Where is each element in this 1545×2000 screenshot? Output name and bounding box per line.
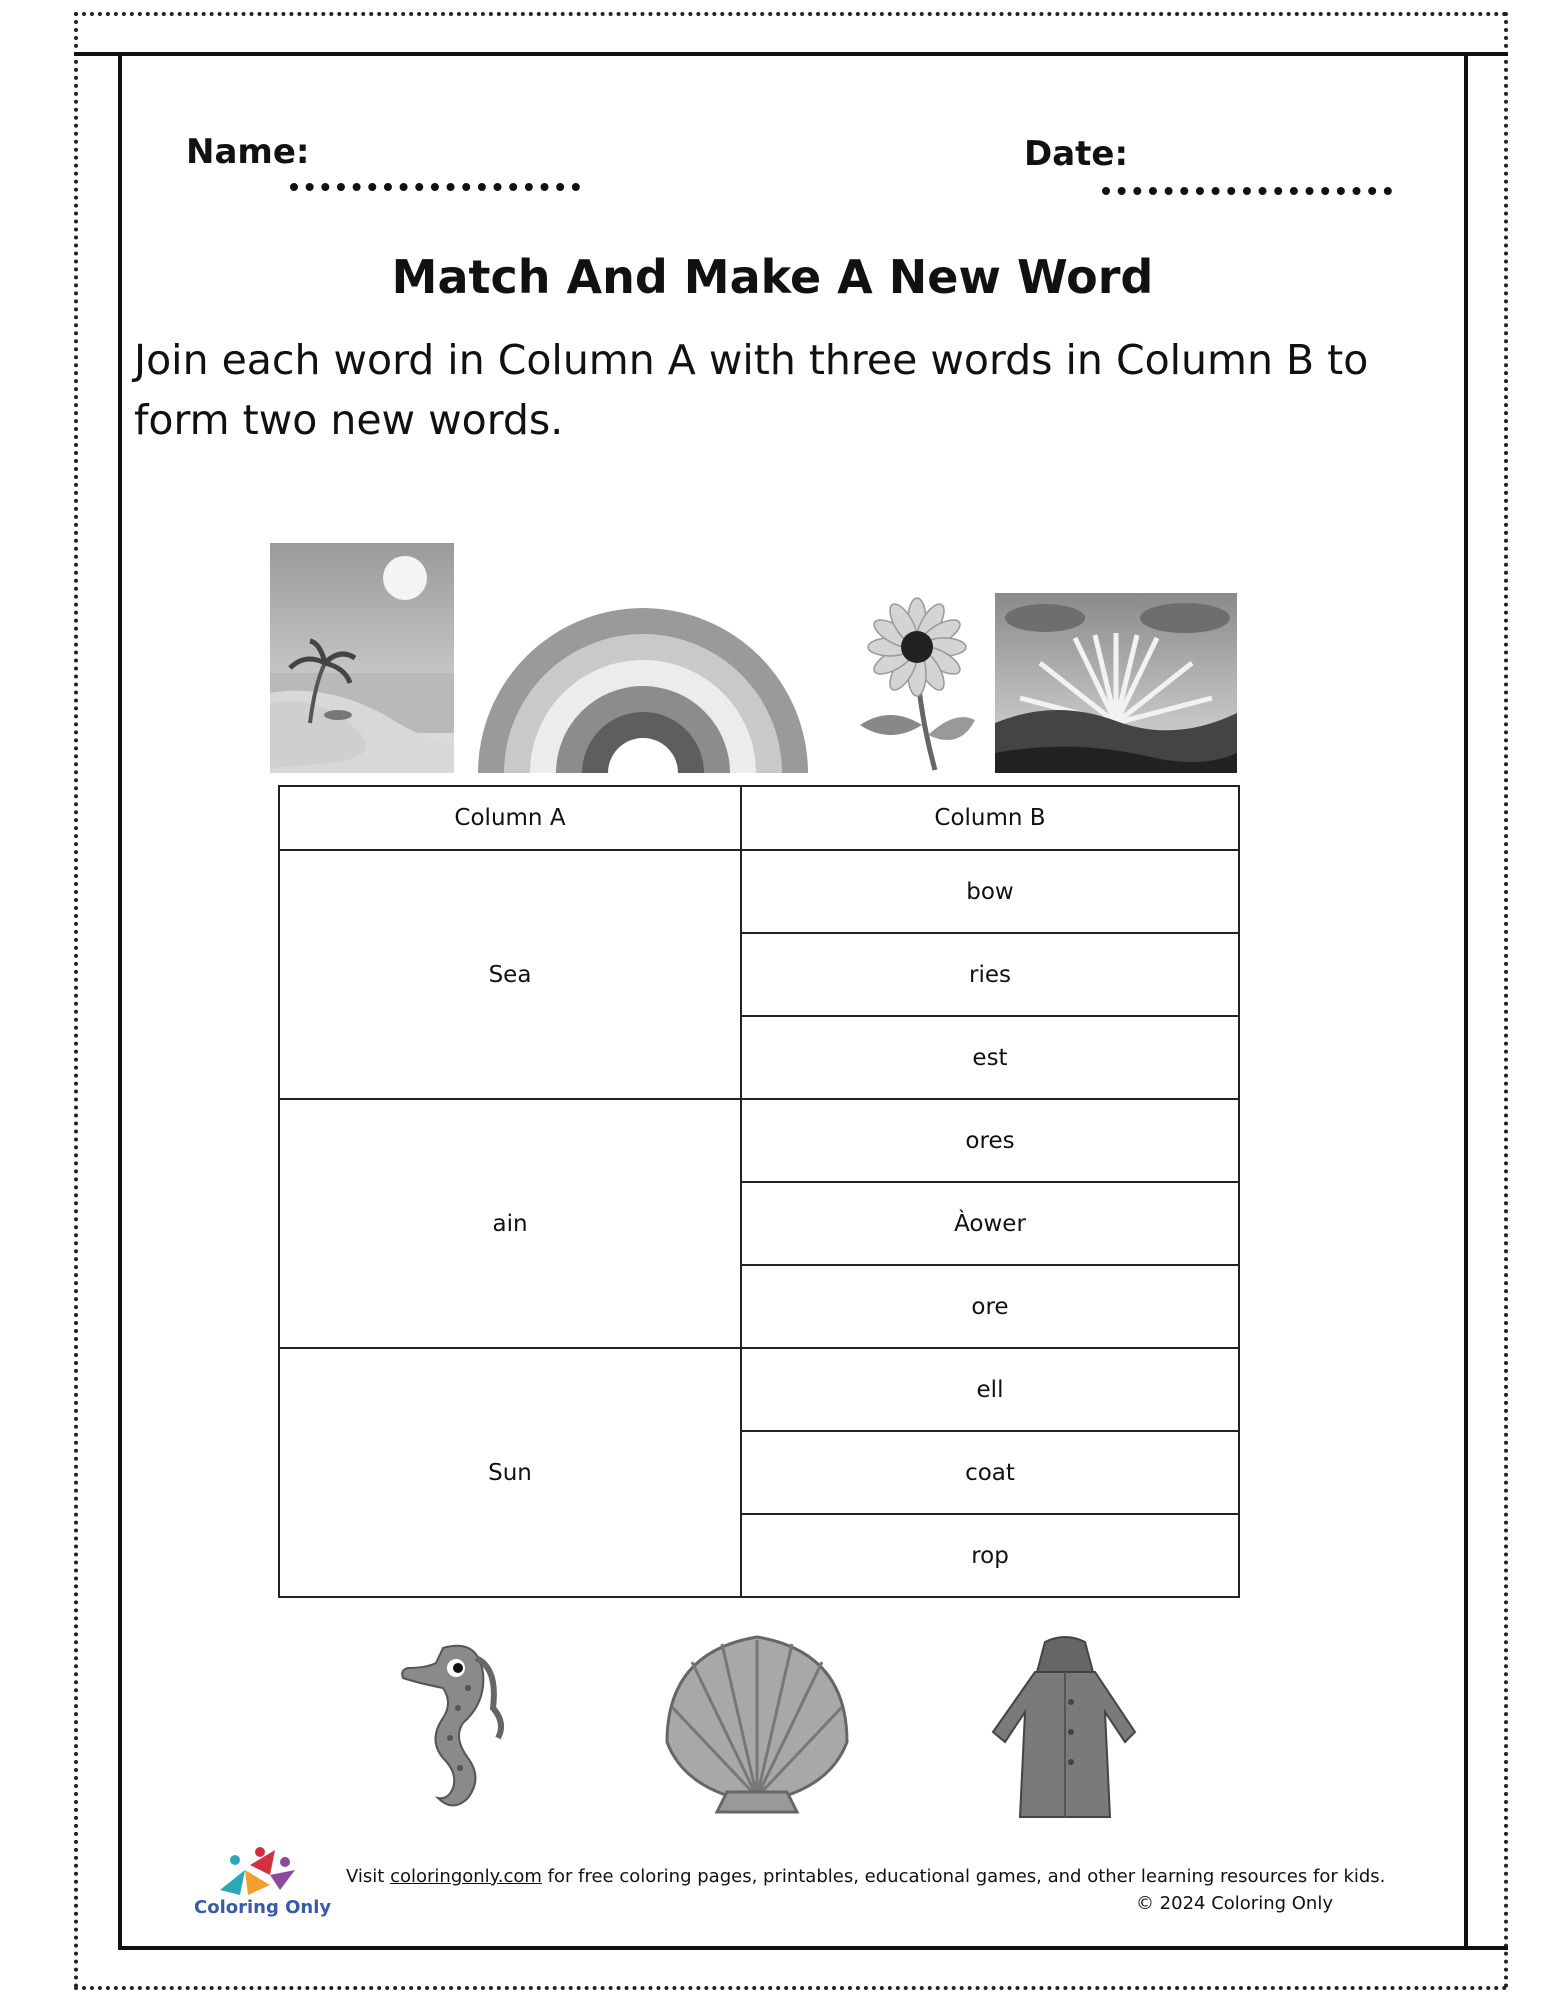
sunrise-picture	[995, 593, 1237, 773]
column-b-cell[interactable]: rop	[741, 1514, 1239, 1597]
seashell-picture	[662, 1632, 852, 1817]
column-a-cell[interactable]: Sea	[279, 850, 741, 1099]
column-b-cell[interactable]: est	[741, 1016, 1239, 1099]
column-b-header: Column B	[741, 786, 1239, 850]
raincoat-picture	[985, 1632, 1145, 1822]
beach-picture	[270, 543, 454, 773]
footer-text	[346, 1866, 1385, 1887]
date-field-line[interactable]	[1102, 187, 1392, 195]
name-label: Name:	[186, 132, 310, 172]
worksheet-title: Match And Make A New Word	[391, 250, 1154, 304]
table-row	[279, 850, 1239, 933]
column-b-cell[interactable]: Àower	[741, 1182, 1239, 1265]
column-a-header: Column A	[279, 786, 741, 850]
name-field-line[interactable]	[290, 183, 580, 191]
column-b-cell[interactable]: ores	[741, 1099, 1239, 1182]
copyright: © 2024 Coloring Only	[1135, 1893, 1333, 1914]
column-b-cell[interactable]: ries	[741, 933, 1239, 1016]
column-a-cell[interactable]: Sun	[279, 1348, 741, 1597]
table-row	[279, 1099, 1239, 1182]
instructions: Join each word in Column A with three words in Column B to form two new words.	[134, 336, 1369, 444]
footer-link[interactable]: coloringonly.com	[390, 1866, 542, 1887]
frame-top-line	[74, 52, 1508, 56]
sunflower-picture	[850, 585, 985, 773]
footer-visit-prefix: Visit	[346, 1866, 385, 1887]
match-table	[278, 785, 1240, 1598]
table-header-row	[279, 786, 1239, 850]
column-b-cell[interactable]: ore	[741, 1265, 1239, 1348]
seahorse-picture	[398, 1628, 513, 1813]
frame-bottom-line	[118, 1946, 1508, 1950]
date-label: Date:	[1024, 134, 1129, 174]
footer-visit-suffix: for free coloring pages, printables, educational games, and other learning resources for kids.	[547, 1866, 1386, 1887]
column-b-cell[interactable]: coat	[741, 1431, 1239, 1514]
column-a-cell[interactable]: ain	[279, 1099, 741, 1348]
logo-text: Coloring Only	[194, 1897, 332, 1918]
column-b-cell[interactable]: bow	[741, 850, 1239, 933]
rainbow-picture	[478, 603, 808, 773]
table-row	[279, 1348, 1239, 1431]
column-b-cell[interactable]: ell	[741, 1348, 1239, 1431]
